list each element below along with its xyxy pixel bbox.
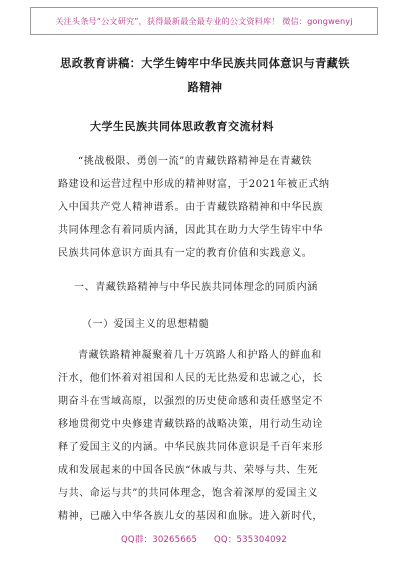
subsection-heading-1: （一）爱国主义的思想精髓 [82,319,210,330]
footer-qq-number: QQ：535304092 [214,535,287,545]
document-title-line-1: 思政教育讲稿：大学生铸牢中华民族共同体意识与青藏铁 [60,56,350,70]
paragraph-line: 入中国共产党人精神谱系。由于青藏铁路精神和中华民族 [58,202,323,213]
paragraph-line: 共同体理念有着同质内涵，因此其在助力大学生铸牢中华 [58,225,323,236]
paragraph-line: 精神，已融入中华各族儿女的基因和血脉。进入新时代， [58,511,323,522]
document-subtitle: 大学生民族共同体思政教育交流材料 [90,120,274,133]
paragraph-line: 汗水，他们怀着对祖国和人民的无比热爱和忠诚之心，长 [58,373,323,384]
paragraph-line: “挑战极限、勇创一流”的青藏铁路精神是在青藏铁 [78,156,313,167]
paragraph-patriotism [58,344,358,528]
paragraph-line: 路建设和运营过程中形成的精神财富，于2021年被正式纳 [58,179,330,190]
paragraph-line: 民族共同体意识方面具有一定的教育价值和实践意义。 [58,248,313,259]
paragraph-line: 移地贯彻党中央修建青藏铁路的战略决策，用行动生动诠 [58,419,323,430]
section-heading-1: 一、青藏铁路精神与中华民族共同体理念的同质内涵 [74,282,318,293]
footer-qq-group: QQ群：30265665 [121,535,198,545]
paragraph-line: 成和发展起来的中国各民族“休戚与共、荣辱与共、生死 [58,465,319,476]
paragraph-intro [58,150,358,265]
paragraph-line: 释了爱国主义的内涵。中华民族共同体意识是千百年来形 [58,442,323,453]
paragraph-line: 与共、命运与共”的共同体理念，饱含着深厚的爱国主义 [58,488,319,499]
document-title-line-2: 路精神 [187,80,223,94]
paragraph-line: 期奋斗在雪域高原，以强烈的历史使命感和责任感坚定不 [58,396,323,407]
header-banner: 关注头条号“公文研究”，获得最新最全最专业的公文资料库！ 微信：gongwenyj [30,7,378,35]
paragraph-line: 青藏铁路精神凝聚着几十万筑路人和护路人的鲜血和 [78,350,322,361]
footer-contact [0,533,408,545]
